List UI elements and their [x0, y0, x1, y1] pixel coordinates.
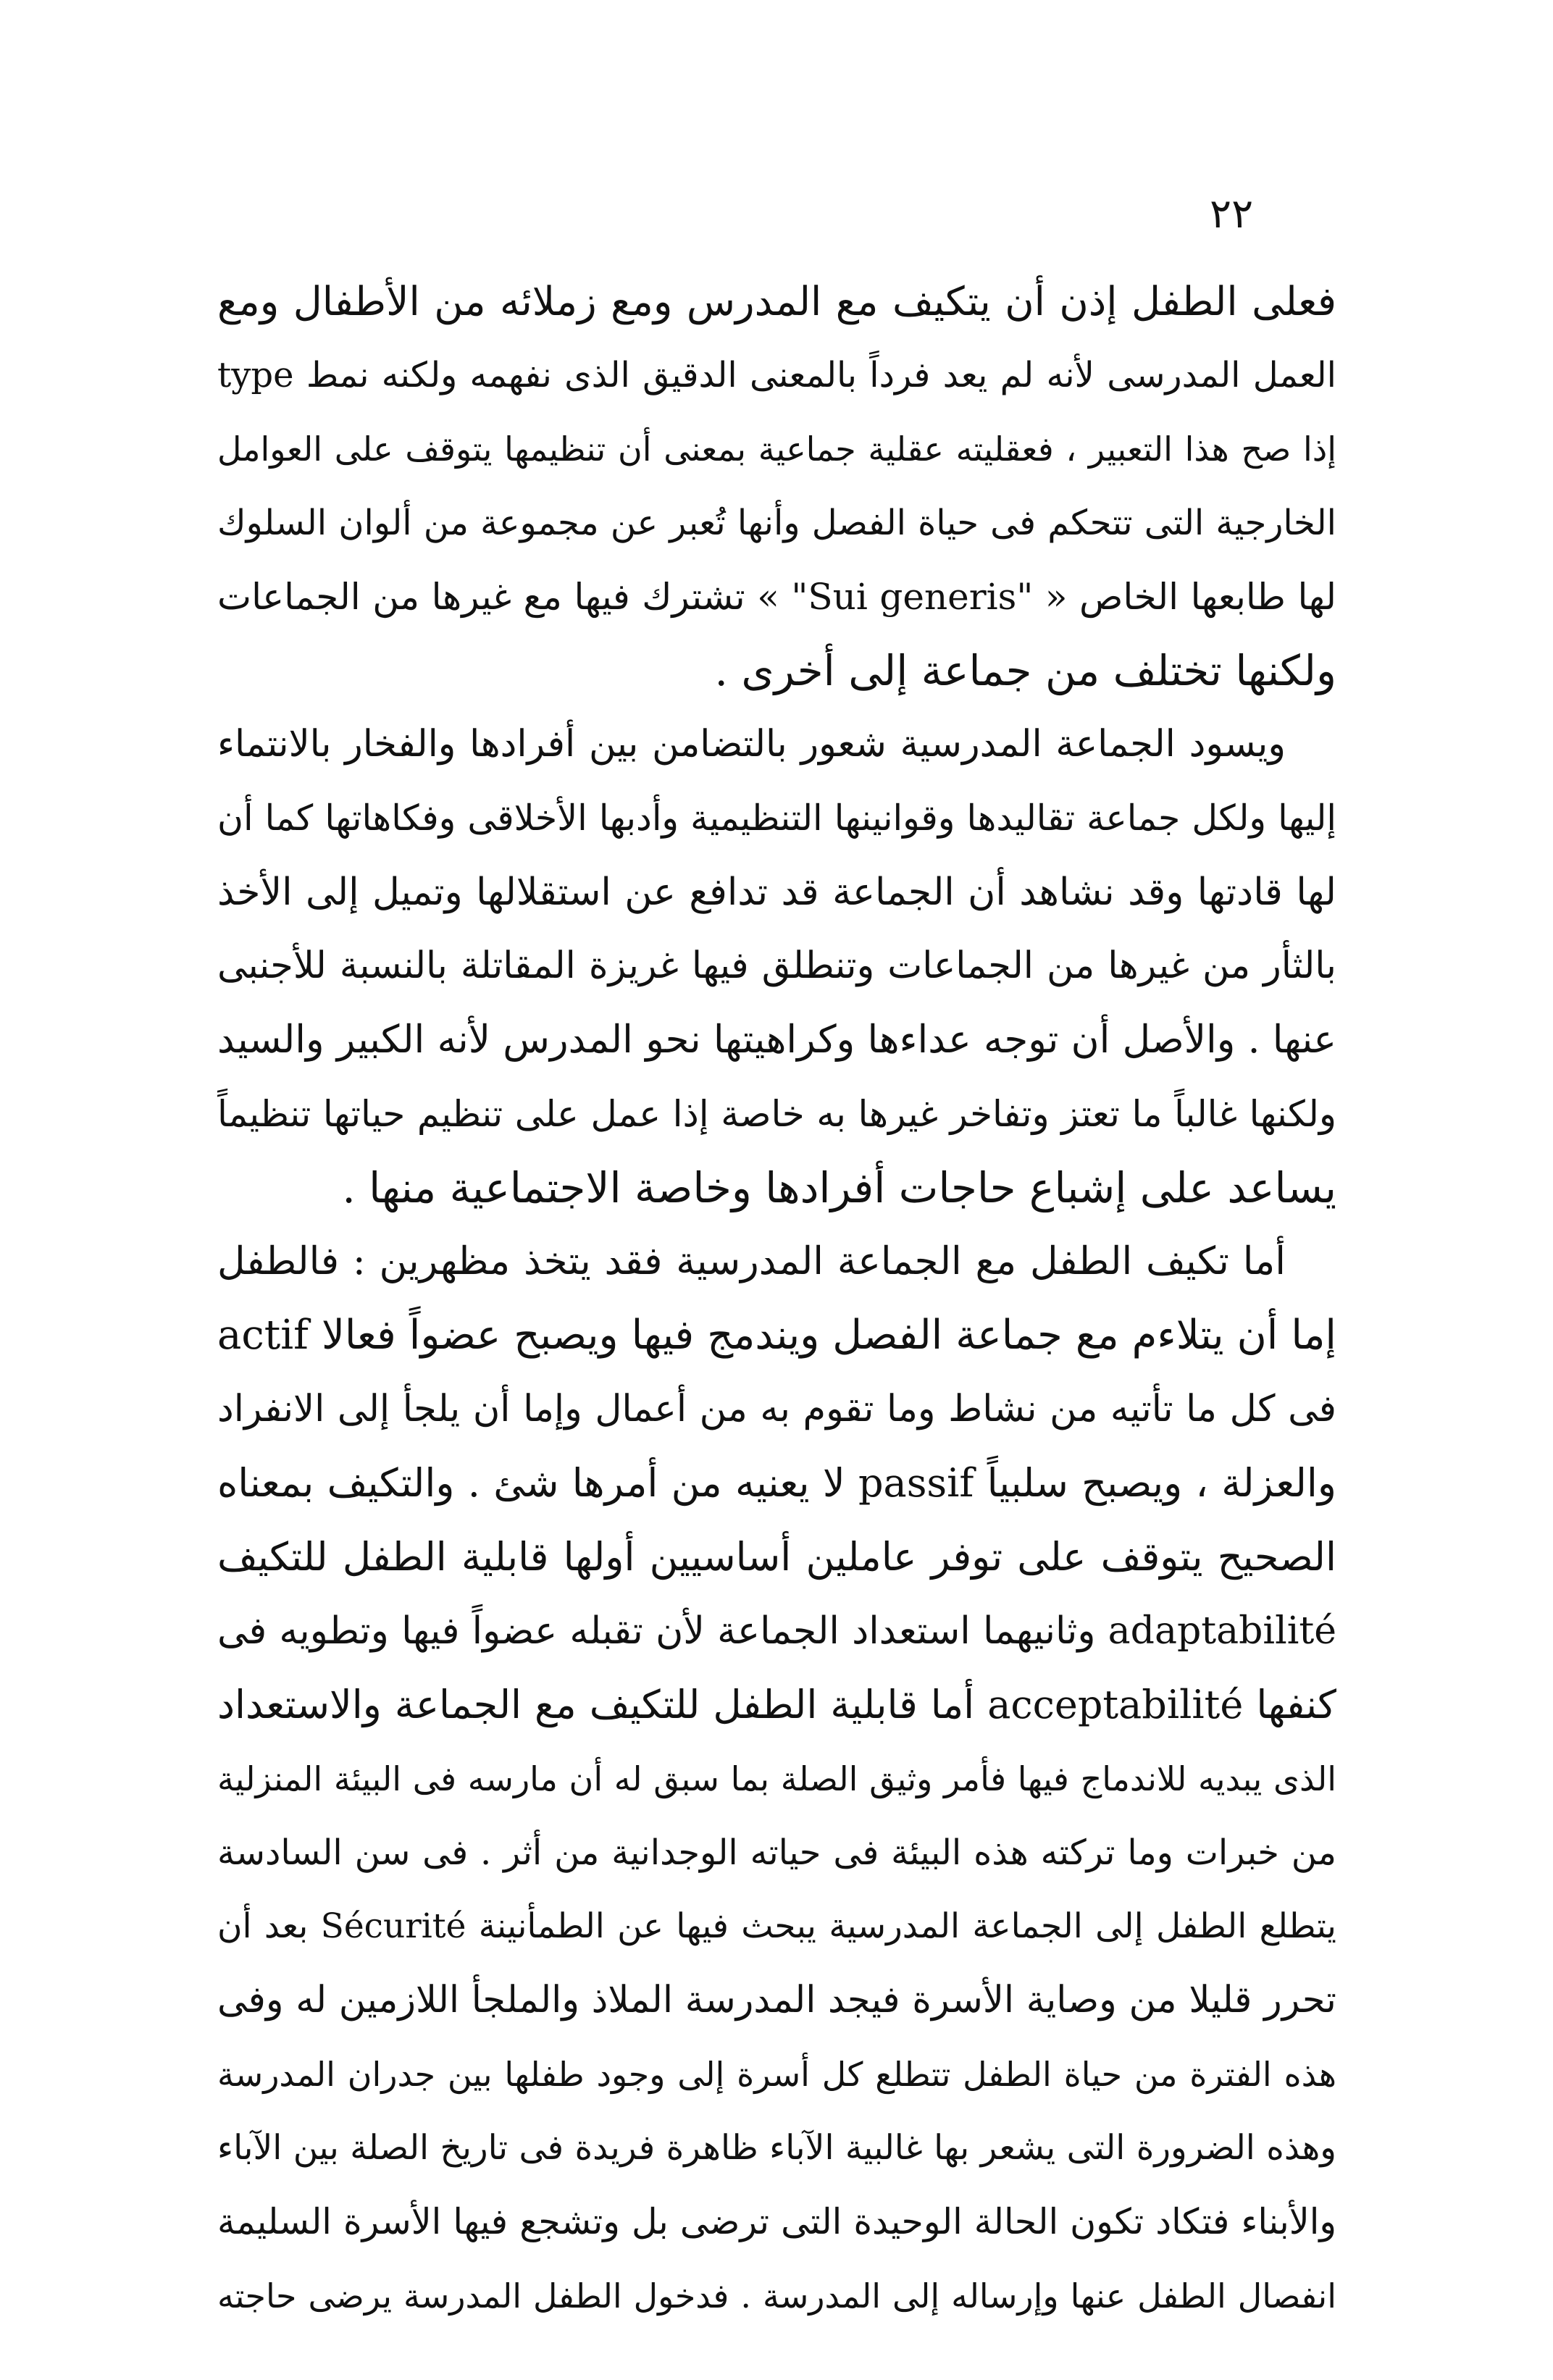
text-line: يتطلع الطفل إلى الجماعة المدرسية يبحث فيها عن الطمأنينة Sécurité بعد أن [217, 1906, 1336, 1946]
text-line: والأبناء فتكاد تكون الحالة الوحيدة التى ترضى بل وتشجع فيها الأسرة السليمة [217, 2201, 1336, 2242]
page-number: ٢٢ [1210, 190, 1254, 238]
text-line: والعزلة ، ويصبح سلبياً passif لا يعنيه من أمرها شئ . والتكيف بمعناه [217, 1460, 1336, 1506]
text-line: لها قادتها وقد نشاهد أن الجماعة قد تدافع عن استقلالها وتميل إلى الأخذ [217, 871, 1336, 914]
text-line: وهذه الضرورة التى يشعر بها غالبية الآباء ظاهرة فريدة فى تاريخ الصلة بين الآباء [217, 2128, 1336, 2168]
text-line: كنفها acceptabilité أما قابلية الطفل للتكيف مع الجماعة والاستعداد [217, 1682, 1336, 1727]
paragraph-start-line: أما تكيف الطفل مع الجماعة المدرسية فقد يتخذ مظهرين : فالطفل [217, 1239, 1286, 1283]
text-line: الذى يبديه للاندماج فيها فأمر وثيق الصلة بما سبق له أن مارسه فى البيئة المنزلية [217, 1759, 1336, 1798]
text-line: يساعد على إشباع حاجات أفرادها وخاصة الاجتماعية منها . [342, 1163, 1336, 1212]
text-line: من خبرات وما تركته هذه البيئة فى حياته الوجدانية من أثر . فى سن السادسة [217, 1832, 1336, 1873]
text-line: العمل المدرسى لأنه لم يعد فرداً بالمعنى الدقيق الذى نفهمه ولكنه نمط type [217, 355, 1336, 395]
text-line: ولكنها تختلف من جماعة إلى أخرى . [714, 646, 1336, 695]
text-line: لها طابعها الخاص « "Sui generis" » تشترك فيها مع غيرها من الجماعات [217, 576, 1336, 618]
text-line: فى كل ما تأتيه من نشاط وما تقوم به من أعمال وإما أن يلجأ إلى الانفراد [217, 1388, 1336, 1430]
text-line: هذه الفترة من حياة الطفل تتطلع كل أسرة إلى وجود طفلها بين جدران المدرسة [217, 2055, 1336, 2094]
text-line: انفصال الطفل عنها وإرساله إلى المدرسة . فدخول الطفل المدرسة يرضى حاجته [217, 2276, 1336, 2316]
text-line: adaptabilité وثانيهما استعداد الجماعة لأن تقبله عضواً فيها وتطويه فى [217, 1609, 1336, 1653]
text-line: ولكنها غالباً ما تعتز وتفاخر غيرها به خاصة إذا عمل على تنظيم حياتها تنظيماً [217, 1093, 1336, 1135]
paragraph-start-line: ويسود الجماعة المدرسية شعور بالتضامن بين أفرادها والفخار بالانتماء [217, 723, 1286, 766]
text-line: تحرر قليلا من وصاية الأسرة فيجد المدرسة الملاذ والملجأ اللازمين له وفى [217, 1979, 1336, 2021]
text-line: بالثأر من غيرها من الجماعات وتنطلق فيها غريزة المقاتلة بالنسبة للأجنبى [217, 944, 1336, 987]
text-line: إليها ولكل جماعة تقاليدها وقوانينها التنظيمية وأدبها الأخلاقى وفكاهاتها كما أن [217, 797, 1336, 839]
text-line: الصحيح يتوقف على توفر عاملين أساسيين أولها قابلية الطفل للتكيف [217, 1534, 1336, 1580]
body-text [217, 264, 1336, 2333]
text-line: فعلى الطفل إذن أن يتكيف مع المدرس ومع زملائه من الأطفال ومع [217, 278, 1336, 324]
text-line: عنها . والأصل أن توجه عداءها وكراهيتها نحو المدرس لأنه الكبير والسيد [217, 1018, 1336, 1062]
text-line: إذا صح هذا التعبير ، فعقليته عقلية جماعية بمعنى أن تنظيمها يتوقف على العوامل [217, 430, 1336, 469]
text-line: إما أن يتلاءم مع جماعة الفصل ويندمج فيها ويصبح عضواً فعالا actif [217, 1312, 1336, 1359]
text-line: الخارجية التى تتحكم فى حياة الفصل وأنها تُعبر عن مجموعة من ألوان السلوك [217, 503, 1336, 543]
